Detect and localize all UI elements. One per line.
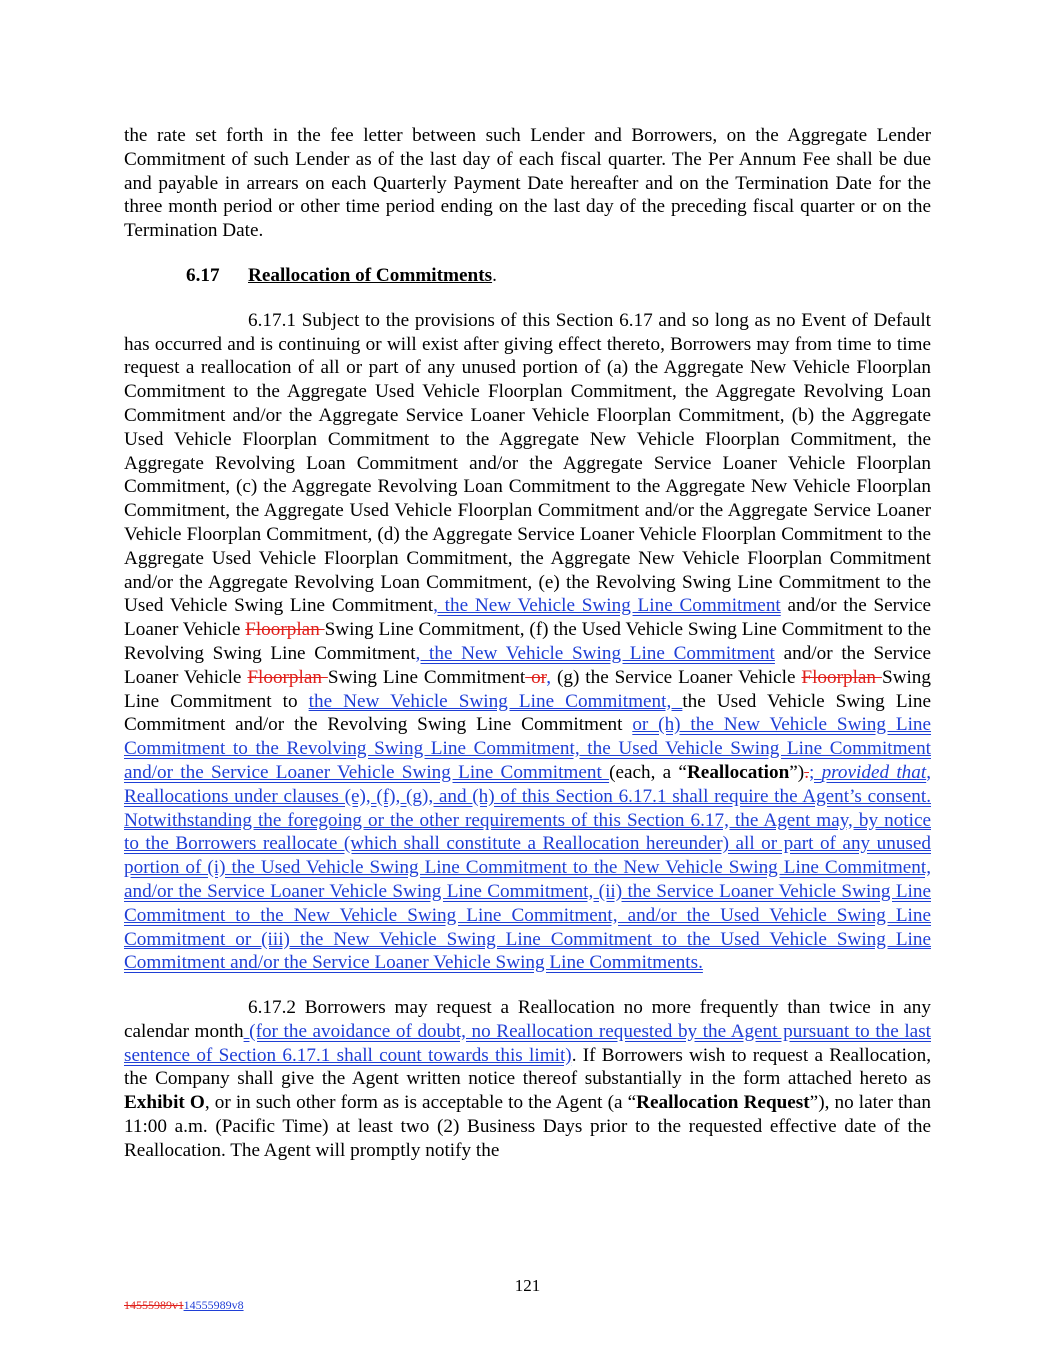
text-run: ”) [789, 761, 805, 783]
deletion: Floorplan [247, 666, 328, 688]
section-number: 6.17 [186, 264, 220, 286]
text-run: the Used Vehicle Swing Line Commitment and/or the Revolving Swing Line Commitment [124, 690, 931, 736]
text-run: ”), no later than 11:00 a.m. (Pacific Time) at least two (2) Business Days prior to the requested effective date of the Reallocation. The Agent will promptly notify the [124, 1092, 931, 1161]
exhibit-reference: Exhibit O [124, 1092, 205, 1114]
text-run: and/or the Service Loaner Vehicle [124, 642, 931, 688]
insertion: , Reallocations under clauses (e), (f), (g), and (h) of this Section 6.17.1 shall require the Agent’s consent. Notwithstanding the foregoing or the other requirements of this Section 6.17, the Agent may, by notice to the Borrowers reallocate (which shall constitute a Reallocation hereunder) all or part of any unused portion of (i) the Used Vehicle Swing Line Commitment to the New Vehicle Swing Line Commitment, and/or the Service Loaner Vehicle Swing Line Commitment, (ii) the Service Loaner Vehicle Swing Line Commitment to the New Vehicle Swing Line Commitment, and/or the Used Vehicle Swing Line Commitment or (iii) the New Vehicle Swing Line Commitment to the Used Vehicle Swing Line Commitment and/or the Service Loaner Vehicle Swing Line Commitments. [124, 761, 931, 974]
deletion: Floorplan [801, 666, 882, 688]
text-run: (each, a “ [609, 761, 687, 783]
insertion: , the New Vehicle Swing Line Commitment [415, 642, 775, 664]
document-id [124, 1298, 244, 1313]
text-run: and/or the Service Loaner Vehicle [124, 595, 931, 641]
insertion: , [546, 666, 552, 688]
deletion: Floorplan [245, 619, 325, 641]
insertion: ; [808, 761, 822, 783]
insertion: , the New Vehicle Swing Line Commitment [433, 595, 781, 617]
section-title: Reallocation of Commitments [248, 264, 493, 286]
paragraph-6-17-2 [124, 996, 931, 1163]
text-run: 6.17.1 Subject to the provisions of this Section 6.17 and so long as no Event of Default has occurred and is continuing or will exist after giving effect thereto, Borrowers may from time to time request a reallocation of all or part of any unused portion of (a) the Aggregate New Vehicle Floorplan Commitment to the Aggregate Used Vehicle Floorplan Commitment, the Aggregate Revolving Loan Commitment and/or the Aggregate Service Loaner Vehicle Floorplan Commitment, (b) the Aggregate Used Vehicle Floorplan Commitment to the Aggregate New Vehicle Floorplan Commitment, the Aggregate Revolving Loan Commitment and/or the Aggregate Service Loaner Vehicle Floorplan Commitment, (c) the Aggregate Revolving Loan Commitment to the Aggregate New Vehicle Floorplan Commitment, the Aggregate Used Vehicle Floorplan Commitment and/or the Aggregate Service Loaner Vehicle Floorplan Commitment, (d) the Aggregate Service Loaner Vehicle Floorplan Commitment to the Aggregate Used Vehicle Floorplan Commitment, the Aggregate New Vehicle Floorplan Commitment and/or the Aggregate Revolving Loan Commitment, (e) the Revolving Swing Line Commitment to the Used Vehicle Swing Line Commitment [124, 309, 931, 617]
intro-text: the rate set forth in the fee letter between such Lender and Borrowers, on the Aggregate Lender Commitment of such Lender as of the last day of each fiscal quarter. The Per Annum Fee shall be due and payable in arrears on each Quarterly Payment Date hereafter and on the Termination Date for the three month period or other time period ending on the last day of the preceding fiscal quarter or on the Termination Date. [124, 125, 931, 242]
text-run: , or in such other form as is acceptable to the Agent (a “ [204, 1092, 637, 1114]
section-title-period: . [492, 264, 497, 286]
doc-id-deleted: 14555989v1 [124, 1298, 184, 1312]
document-page [124, 124, 931, 1163]
insertion: (for the avoidance of doubt, no Reallocation requested by the Agent pursuant to the last sentence of Section 6.17.1 shall count towards this limit) [124, 1020, 931, 1066]
text-run: . If Borrowers wish to request a Reallocation, the Company shall give the Agent written notice thereof substantially in the form attached hereto as [124, 1044, 931, 1090]
text-run: Swing Line Commitment [327, 666, 526, 688]
text-run: Swing Line Commitment, (f) the Used Vehicle Swing Line Commitment to the Revolving Swing Line Commitment [124, 619, 931, 664]
insertion-italic: provided that [821, 761, 927, 783]
defined-term: Reallocation Request [636, 1092, 810, 1114]
doc-id-inserted: 14555989v8 [183, 1298, 244, 1312]
insertion: the New Vehicle Swing Line Commitment, [308, 690, 683, 712]
paragraph-6-17-1 [124, 309, 931, 975]
insertion: or (h) the New Vehicle Swing Line Commitment to the Revolving Swing Line Commitment, the Used Vehicle Swing Line Commitment and/or the Service Loaner Vehicle Swing Line Commitment [124, 714, 932, 783]
text-run: Swing Line Commitment to [124, 666, 931, 712]
intro-paragraph [124, 124, 931, 243]
deletion: or [525, 666, 547, 688]
page-number: 121 [514, 1276, 541, 1295]
text-run: (g) the Service Loaner Vehicle [551, 666, 802, 688]
defined-term: Reallocation [686, 761, 790, 783]
section-heading [186, 264, 931, 288]
deletion: . [804, 761, 809, 783]
text-run: 6.17.2 Borrowers may request a Reallocation no more frequently than twice in any calendar month [124, 997, 931, 1042]
